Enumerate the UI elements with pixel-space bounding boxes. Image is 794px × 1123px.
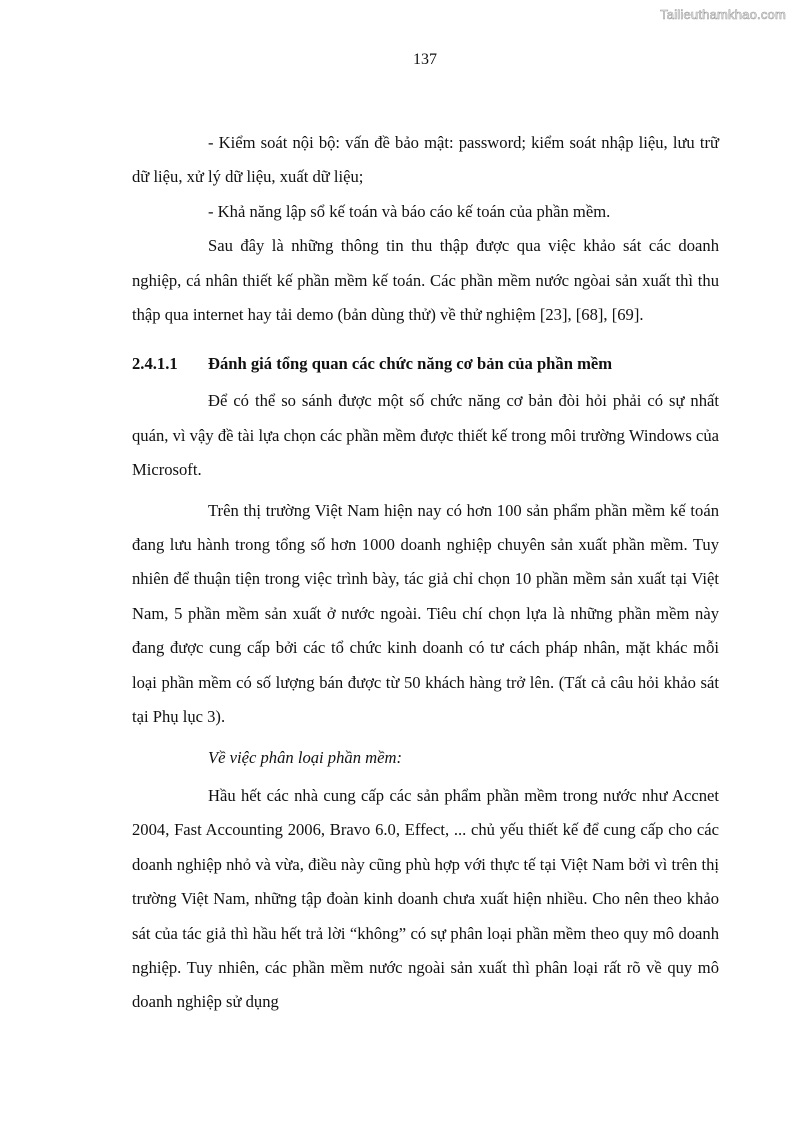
paragraph-consistency: Để có thể so sánh được một số chức năng cơ bản đòi hỏi phải có sự nhất quán, vì vậy đề tài lựa chọn các phần mềm được thiết kế trong môi trường Windows của Microsoft. (132, 391, 719, 480)
document-body (132, 126, 719, 1020)
page-number: 137 (413, 51, 437, 68)
paragraph-survey-info: Sau đây là những thông tin thu thập được qua việc khảo sát các doanh nghiệp, cá nhân thiết kế phần mềm kế toán. Các phần mềm nước ngòai sản xuất thì thu thập qua internet hay tải demo (bản dùng thử) về thử nghiệm [23], [68], [69]. (132, 236, 719, 325)
paragraph-internal-control: - Kiểm soát nội bộ: vấn đề bảo mật: password; kiểm soát nhập liệu, lưu trữ dữ liệu, xử lý dữ liệu, xuất dữ liệu; (132, 133, 719, 187)
paragraph-accounting-books: - Khả năng lập sổ kế toán và báo cáo kế toán của phần mềm. (208, 201, 611, 221)
section-title: Đánh giá tổng quan các chức năng cơ bản của phần mềm (208, 354, 613, 374)
section-heading (132, 348, 719, 380)
subheading-classification: Về việc phân loại phần mềm: (208, 747, 402, 767)
paragraph-market: Trên thị trường Việt Nam hiện nay có hơn 100 sản phẩm phần mềm kế toán đang lưu hành trong tổng số hơn 1000 doanh nghiệp chuyên sản xuất phần mềm. Tuy nhiên để thuận tiện trong việc trình bày, tác giả chỉ chọn 10 phần mềm sản xuất tại Việt Nam, 5 phần mềm sản xuất ở nước ngoài. Tiêu chí chọn lựa là những phần mềm này đang được cung cấp bởi các tổ chức kinh doanh có tư cách pháp nhân, mặt khác mỗi loại phần mềm có số lượng bán được từ 50 khách hàng trở lên. (Tất cả câu hỏi khảo sát tại Phụ lục 3). (132, 500, 719, 727)
paragraph-classification: Hầu hết các nhà cung cấp các sản phẩm phần mềm trong nước như Accnet 2004, Fast Accounting 2006, Bravo 6.0, Effect, ... chủ yếu thiết kế để cung cấp cho các doanh nghiệp nhỏ và vừa, điều này cũng phù hợp với thực tế tại Việt Nam bởi vì trên thị trường Việt Nam, những tập đoàn kinh doanh chưa xuất hiện nhiều. Cho nên theo khảo sát của tác giả thì hầu hết trả lời “không” có sự phân loại phần mềm theo quy mô doanh nghiệp. Tuy nhiên, các phần mềm nước ngoài sản xuất thì phân loại rất rõ về quy mô doanh nghiệp sử dụng (132, 785, 719, 1012)
section-number: 2.4.1.1 (132, 354, 178, 374)
watermark: Tailieuthamkhao.com (660, 7, 786, 22)
